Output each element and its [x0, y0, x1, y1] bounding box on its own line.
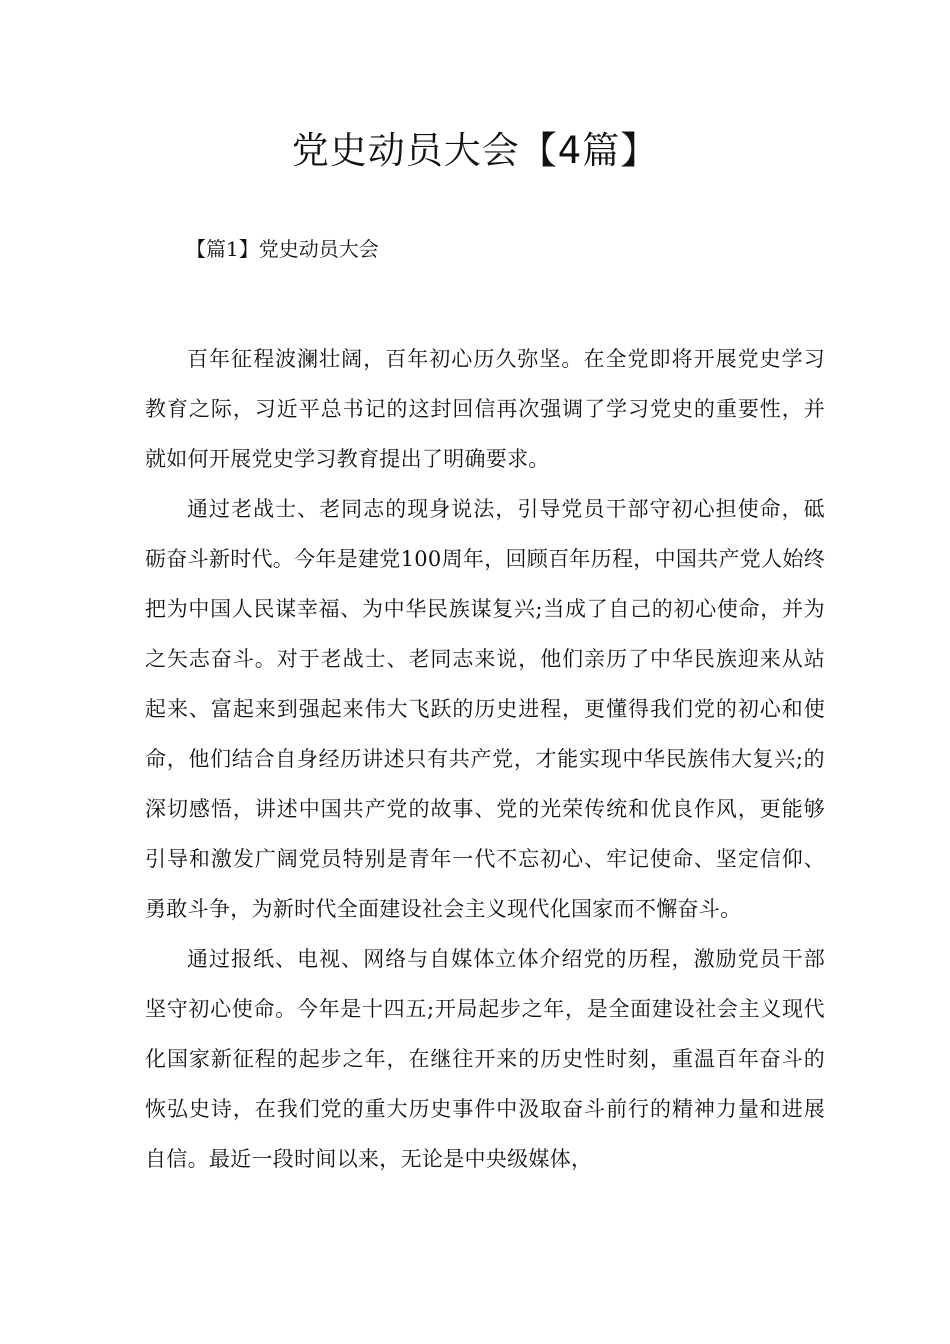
document-title: 党史动员大会【4篇】 — [291, 129, 659, 172]
paragraph-3: 通过报纸、电视、网络与自媒体立体介绍党的历程，激励党员干部坚守初心使命。今年是十四五;开局起步之年，是全面建设社会主义现代化国家新征程的起步之年，在继往开来的历史性时刻，重温百年奋斗的恢弘史诗，在我们党的重大历史事件中汲取奋斗前行的精神力量和进展自信。最近一段时间以来，无论是中央级媒体， — [145, 947, 825, 1171]
paragraph-1: 百年征程波澜壮阔，百年初心历久弥坚。在全党即将开展党史学习教育之际，习近平总书记的这封回信再次强调了学习党史的重要性，并就如何开展党史学习教育提出了明确要求。 — [145, 347, 825, 471]
document-body — [145, 334, 825, 1184]
section-heading: 【篇1】党史动员大会 — [186, 237, 379, 261]
paragraph-2: 通过老战士、老同志的现身说法，引导党员干部守初心担使命，砥砺奋斗新时代。今年是建党100周年，回顾百年历程，中国共产党人始终把为中国人民谋幸福、为中华民族谋复兴;当成了自己的初心使命，并为之矢志奋斗。对于老战士、老同志来说，他们亲历了中华民族迎来从站起来、富起来到强起来伟大飞跃的历史进程，更懂得我们党的初心和使命，他们结合自身经历讲述只有共产党，才能实现中华民族伟大复兴;的深切感悟，讲述中国共产党的故事、党的光荣传统和优良作风，更能够引导和激发广阔党员特别是青年一代不忘初心、牢记使命、坚定信仰、勇敢斗争，为新时代全面建设社会主义现代化国家而不懈奋斗。 — [145, 497, 825, 921]
